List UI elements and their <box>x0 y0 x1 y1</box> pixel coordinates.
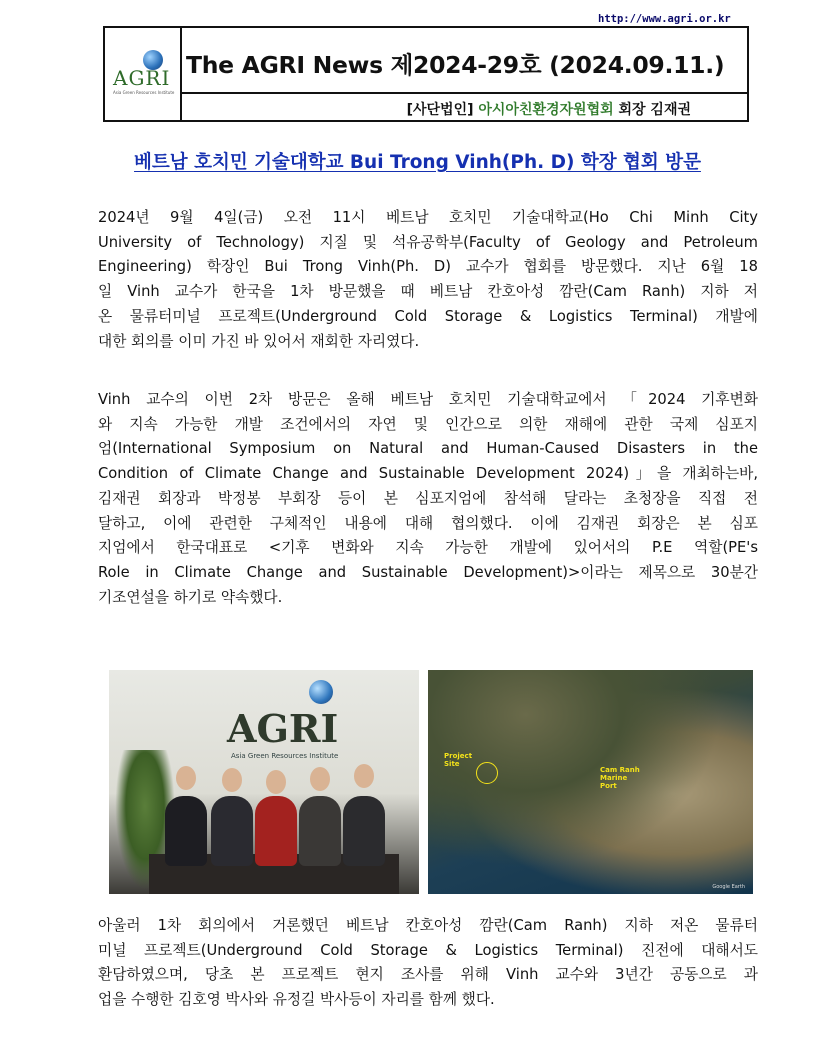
text-line: 지엄에서 한국대표로 <기후 변화와 지속 가능한 개발에 있어서의 P.E 역할(PE's <box>98 539 758 557</box>
wall-logo-subtitle: Asia Green Resources Institute <box>231 752 339 760</box>
port-label: Cam Ranh Marine Port <box>600 766 640 790</box>
text-line: 와 지속 가능한 개발 조건에서의 자연 및 인간으로 의한 재해에 관한 국제 심포지 <box>98 415 758 433</box>
person <box>299 796 341 866</box>
person-head <box>176 766 196 790</box>
text-line: 달하고, 이에 관련한 구체적인 내용에 대해 협의했다. 이에 김재권 회장은 본 심포 <box>98 514 758 532</box>
person-head <box>222 768 242 792</box>
wall-logo: AGRI <box>227 706 339 751</box>
text-line: 일 Vinh 교수가 한국을 1차 방문했을 때 베트남 칸호아성 깜란(Cam Ranh) 지하 저 <box>98 283 758 301</box>
text-line: 김재권 회장과 박정봉 부회장 등이 본 심포지엄에 참석해 달라는 초청장을 직접 전 <box>98 489 758 507</box>
text-line: 기조연설을 하기로 약속했다. <box>98 588 283 606</box>
project-site-label: Project Site <box>444 752 473 768</box>
person-head <box>266 770 286 794</box>
headline-text: 베트남 호치민 기술대학교 Bui Trong Vinh(Ph. D) 학장 협회 방문 <box>134 152 701 173</box>
logo-subtitle: Asia Green Resources Institute <box>113 90 175 95</box>
title-row <box>180 28 747 94</box>
org-name: 아시아친환경자원협회 <box>478 102 614 118</box>
website-url[interactable]: http://www.agri.or.kr <box>598 13 731 25</box>
text-line: 엄(International Symposium on Natural and Human-Caused Disasters in the <box>98 440 758 458</box>
paragraph-1 <box>98 206 758 354</box>
text-line: Role in Climate Change and Sustainable Development)>이라는 제목으로 30분간 <box>98 563 758 581</box>
person-head <box>354 764 374 788</box>
person <box>255 796 297 866</box>
person-head <box>310 767 330 791</box>
org-president: 회장 김재권 <box>618 102 691 118</box>
text-line: 온 물류터미널 프로젝트(Underground Cold Storage & Logistics Terminal) 개발에 <box>98 307 758 325</box>
paragraph-2 <box>98 388 758 610</box>
paragraph-3 <box>98 914 758 1013</box>
text-line: University of Technology) 지질 및 석유공학부(Faculty of Geology and Petroleum <box>98 233 758 251</box>
text-line: 2024년 9월 4일(금) 오전 11시 베트남 호치민 기술대학교(Ho Chi Minh City <box>98 209 758 226</box>
text-line: 업을 수행한 김호영 박사와 유정길 박사등이 자리를 함께 했다. <box>98 991 495 1009</box>
group-photo <box>109 670 419 894</box>
text-line: Condition of Climate Change and Sustainable Development 2024)」을 개최하는바, <box>98 465 758 483</box>
text-line: 아울러 1차 회의에서 거론했던 베트남 칸호아성 깜란(Cam Ranh) 지하 저온 물류터 <box>98 917 758 934</box>
person <box>211 796 253 866</box>
logo-text: AGRI <box>113 66 171 90</box>
newsletter-header <box>103 26 749 122</box>
globe-icon <box>309 680 333 704</box>
newsletter-title: The AGRI News 제2024-29호 (2024.09.11.) <box>186 51 725 79</box>
text-line: 대한 회의를 이미 가진 바 있어서 재회한 자리였다. <box>98 332 420 350</box>
org-prefix: [사단법인] <box>406 102 474 118</box>
organization-line <box>407 99 691 119</box>
map-credit: Google Earth <box>712 884 745 890</box>
person <box>343 796 385 866</box>
person <box>165 796 207 866</box>
text-line: 미널 프로젝트(Underground Cold Storage & Logistics Terminal) 진전에 대해서도 <box>98 941 758 959</box>
text-line: Vinh 교수의 이번 2차 방문은 올해 베트남 호치민 기술대학교에서 「2024 기후변화 <box>98 391 758 408</box>
article-headline <box>0 148 835 174</box>
text-line: Engineering) 학장인 Bui Trong Vinh(Ph. D) 교수가 협회를 방문했다. 지난 6월 18 <box>98 258 758 276</box>
satellite-map <box>428 670 753 894</box>
agri-logo <box>105 28 182 120</box>
project-site-marker <box>476 762 498 784</box>
text-line: 환담하였으며, 당초 본 프로젝트 현지 조사를 위해 Vinh 교수와 3년간 공동으로 과 <box>98 966 758 984</box>
